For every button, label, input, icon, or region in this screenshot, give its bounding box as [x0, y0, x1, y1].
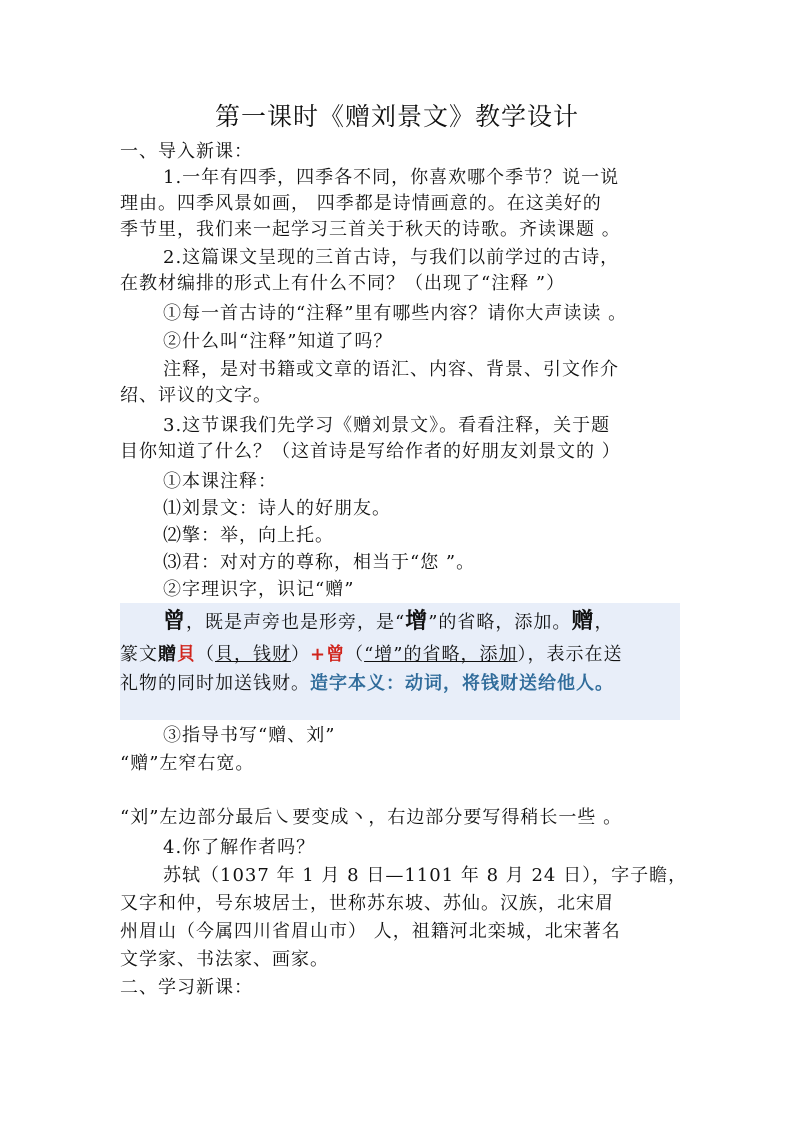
section-heading-1: 一、导入新课：	[120, 141, 253, 162]
paragraph-3-line-2: 目你知道了什么？（这首诗是写给作者的好朋友刘景文的 ）	[120, 441, 621, 462]
zeng-character: 曾	[163, 608, 187, 634]
etymology-line-1	[163, 606, 613, 638]
etymology-line-3	[120, 670, 614, 698]
paragraph-4-heading: 4.你了解作者吗？	[163, 837, 316, 858]
writing-tip-2: “刘”左边部分最后㇏要变成丶，右边部分要写得稍长一些 。	[120, 807, 623, 828]
paragraph-1-line-3: 季节里，我们来一起学习三首关于秋天的诗歌。齐读课题 。	[120, 219, 621, 240]
note-item-1: ⑴刘景文：诗人的好朋友。	[163, 498, 391, 519]
note-item-3: ⑶君：对对方的尊称，相当于“您 ”。	[163, 552, 476, 573]
writing-guide-heading: ③指导书写“赠、刘”	[163, 725, 336, 746]
zeng-gift-character: 赠	[571, 608, 595, 634]
zeng-add-character: 增	[405, 608, 429, 634]
notes-heading: ①本课注释：	[163, 471, 277, 492]
etymology-text: 篆文	[120, 644, 158, 665]
question-1: ①每一首古诗的“注释”里有哪些内容？请你大声读读 。	[163, 303, 628, 324]
paragraph-2-line-1: 2.这篇课文呈现的三首古诗，与我们以前学过的古诗，	[163, 247, 620, 268]
seal-script-ceng: 曾	[326, 644, 346, 665]
definition-line-1: 注释，是对书籍或文章的语汇、内容、背景、引文作介	[163, 359, 619, 380]
etymology-text: ）	[291, 644, 310, 665]
paragraph-1-line-2: 理由。四季风景如画， 四季都是诗情画意的。在这美好的	[120, 193, 602, 214]
question-2: ②什么叫“注释”知道了吗？	[163, 331, 393, 352]
paragraph-2-line-2: 在教材编排的形式上有什么不同？（出现了“注释 ”）	[120, 273, 566, 294]
plus-sign: +	[310, 644, 327, 665]
writing-tip-1: “赠”左窄右宽。	[120, 753, 255, 774]
etymology-line-2	[120, 641, 623, 669]
page-title: 第一课时《赠刘景文》教学设计	[214, 102, 579, 131]
character-study-heading: ②字理识字，识记“赠”	[163, 579, 355, 600]
original-meaning: 造字本义：动词，将钱财送给他人。	[310, 673, 614, 694]
etymology-text: 礼物的同时加送钱财。	[120, 673, 310, 694]
etymology-text: （	[345, 644, 365, 665]
paragraph-1-line-1: 1.一年有四季，四季各不同，你喜欢哪个季节？说一说	[163, 167, 620, 188]
etymology-text: ，	[594, 612, 614, 633]
bio-line-1: 苏轼（1037 年 1 月 8 日—1101 年 8 月 24 日），字子瞻，	[163, 865, 688, 886]
etymology-text: ），表示在送	[517, 644, 623, 665]
bei-meaning: 貝，钱财	[215, 644, 291, 665]
paragraph-3-line-1: 3.这节课我们先学习《赠刘景文》。看看注释，关于题	[163, 415, 611, 436]
note-item-2: ⑵擎：举，向上托。	[163, 525, 334, 546]
bio-line-4: 文学家、书法家、画家。	[120, 949, 329, 970]
etymology-text: ，既是声旁也是形旁，是“	[186, 612, 406, 633]
ceng-meaning: “增”的省略，添加	[364, 644, 518, 665]
bio-line-2: 又字和仲，号东坡居士，世称苏东坡、苏仙。汉族，北宋眉	[120, 893, 614, 914]
definition-line-2: 绍、评议的文字。	[120, 385, 272, 406]
etymology-text: （	[196, 644, 215, 665]
etymology-text: ”的省略，添加。	[428, 612, 572, 633]
seal-script-zeng: 贈	[158, 644, 177, 665]
section-heading-2: 二、学习新课：	[120, 977, 253, 998]
seal-script-bei: 貝	[177, 644, 196, 665]
bio-line-3: 州眉山（今属四川省眉山市） 人，祖籍河北栾城，北宋著名	[120, 921, 621, 942]
